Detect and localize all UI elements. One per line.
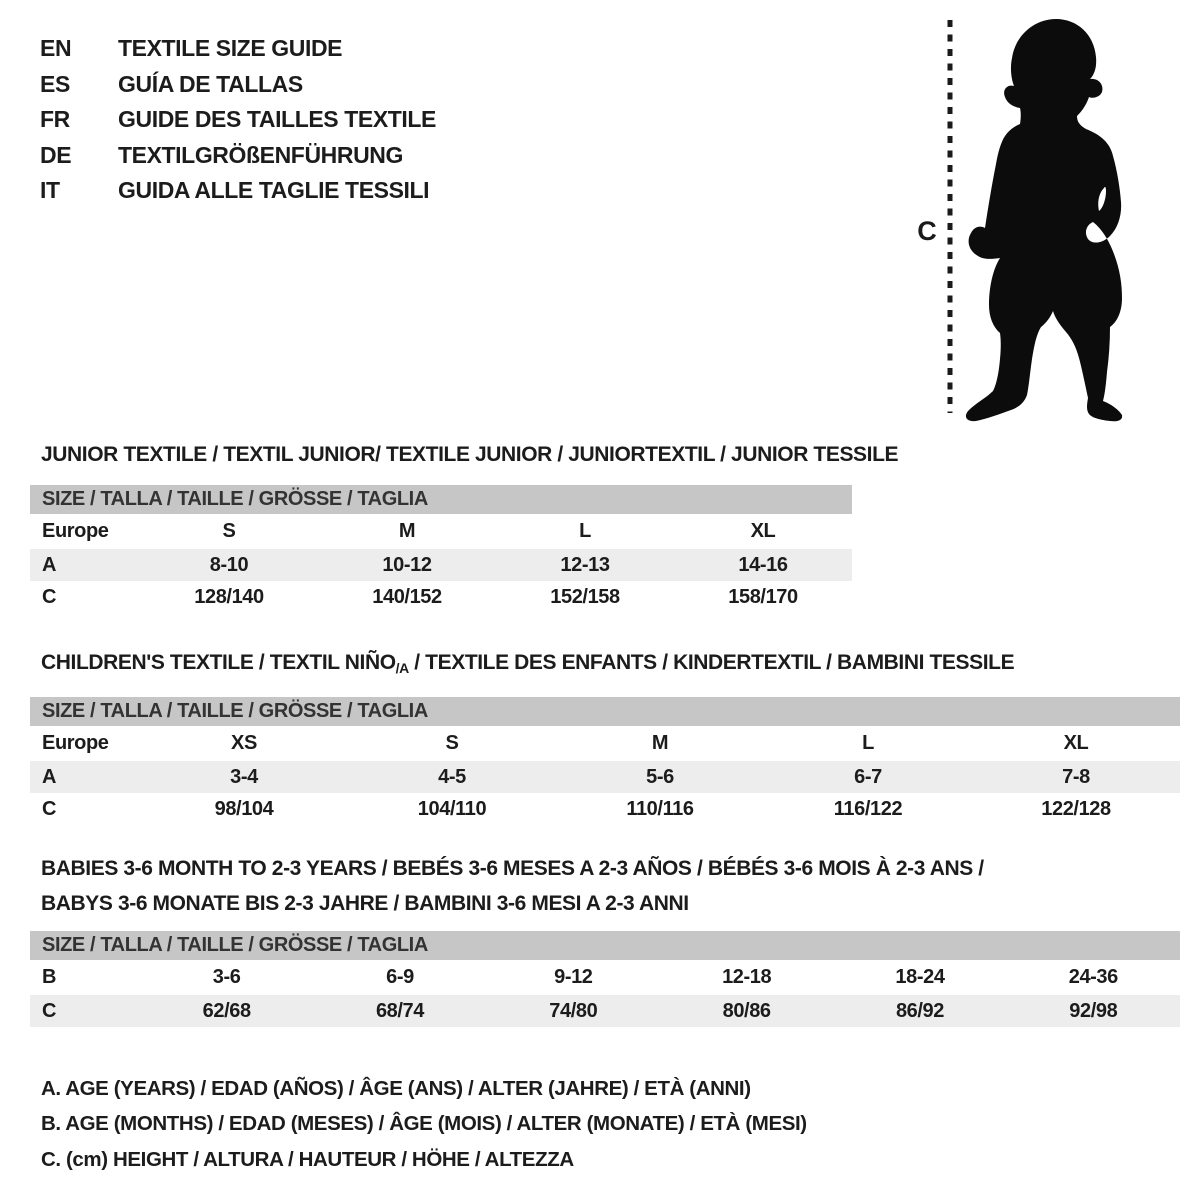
size-cell: 68/74 [375, 999, 425, 1022]
size-cell: 12-18 [722, 966, 772, 988]
size-header: SIZE / TALLA / TAILLE / GRÖSSE / TAGLIA [30, 485, 852, 514]
section-title [41, 851, 1180, 921]
size-cell: S [222, 520, 236, 542]
size-cell: L [579, 520, 591, 542]
size-cell: 14-16 [738, 553, 788, 576]
size-table [30, 514, 852, 613]
size-cell: 8-10 [209, 553, 249, 576]
guide-title: GUIDA ALLE TAGLIE TESSILI [118, 177, 430, 204]
guide-title: TEXTILE SIZE GUIDE [118, 35, 343, 62]
size-cell: 116/122 [833, 797, 903, 820]
language-code: IT [40, 177, 60, 204]
size-table [30, 960, 1180, 1027]
language-code: FR [40, 106, 70, 133]
language-code: EN [40, 35, 72, 62]
size-cell: M [398, 520, 416, 542]
section-title [41, 645, 1180, 686]
row-label: C [42, 585, 57, 608]
size-cell: 92/98 [1069, 999, 1118, 1022]
size-cell: 152/158 [550, 585, 620, 608]
legend-line: B. AGE (MONTHS) / EDAD (MESES) / ÂGE (MOIS) / ALTER (MONATE) / ETÀ (MESI) [41, 1112, 807, 1136]
section-title-line: CHILDREN'S TEXTILE / TEXTIL $NIÑO_{/A}$ / TEXTILE DES ENFANTS / KINDERTEXTIL / BAMBINI TESSILE [41, 651, 1015, 676]
language-row [40, 67, 436, 103]
language-code: ES [40, 70, 70, 97]
size-cell: 62/68 [202, 999, 251, 1022]
size-cell: 10-12 [382, 553, 432, 576]
row-label: C [42, 999, 57, 1022]
language-row [40, 138, 436, 174]
size-cell: 6-7 [854, 765, 882, 788]
size-cell: 5-6 [646, 765, 674, 788]
size-cell: XS [231, 732, 257, 754]
row-label: A [42, 553, 57, 576]
language-title-list [40, 31, 436, 209]
row-label: Europe [42, 520, 109, 542]
table-row [30, 761, 1180, 793]
table-row [30, 726, 1180, 761]
size-cell: 7-8 [1062, 765, 1090, 788]
size-cell: 12-13 [560, 553, 610, 576]
size-header: SIZE / TALLA / TAILLE / GRÖSSE / TAGLIA [30, 931, 1180, 960]
size-cell: 3-6 [212, 966, 241, 988]
size-cell: M [651, 732, 669, 754]
section-children [30, 645, 1180, 825]
size-cell: 110/116 [626, 797, 694, 820]
table-row [30, 995, 1180, 1027]
table-row [30, 960, 1180, 995]
section-junior [30, 437, 899, 613]
legend [41, 1071, 807, 1178]
table-row [30, 514, 852, 549]
size-cell: 122/128 [1041, 797, 1111, 820]
size-table [30, 726, 1180, 825]
section-title [41, 437, 899, 472]
row-label: C [42, 797, 57, 820]
size-cell: 140/152 [372, 585, 442, 608]
row-label: A [42, 765, 57, 788]
size-cell: 98/104 [214, 797, 274, 820]
size-cell: 6-9 [386, 966, 414, 988]
height-measure-label: C [917, 216, 937, 246]
size-cell: 24-36 [1068, 966, 1118, 988]
size-header: SIZE / TALLA / TAILLE / GRÖSSE / TAGLIA [30, 697, 1180, 726]
language-row [40, 31, 436, 67]
size-cell: S [445, 732, 459, 754]
size-cell: XL [750, 520, 776, 542]
table-row [30, 581, 852, 613]
size-cell: 18-24 [895, 966, 945, 988]
baby-height-figure [905, 12, 1145, 424]
legend-line: A. AGE (YEARS) / EDAD (AÑOS) / ÂGE (ANS) / ALTER (JAHRE) / ETÀ (ANNI) [41, 1076, 751, 1100]
language-row [40, 102, 436, 138]
row-label: Europe [42, 732, 109, 754]
size-cell: 4-5 [438, 765, 466, 788]
size-cell: L [862, 732, 874, 754]
guide-title: GUÍA DE TALLAS [118, 70, 303, 97]
size-cell: 104/110 [417, 797, 487, 820]
section-title-line: BABIES 3-6 MONTH TO 2-3 YEARS / BEBÉS 3-6 MESES A 2-3 AÑOS / BÉBÉS 3-6 MOIS À 2-3 ANS / [41, 857, 984, 880]
guide-title: TEXTILGRÖßENFÜHRUNG [118, 141, 403, 168]
table-row [30, 793, 1180, 825]
size-cell: 86/92 [895, 999, 944, 1022]
section-babies [30, 851, 1180, 1027]
language-row [40, 173, 436, 209]
baby-silhouette-icon [966, 19, 1122, 421]
language-code: DE [40, 141, 72, 168]
section-title-line: BABYS 3-6 MONATE BIS 2-3 JAHRE / BAMBINI 3-6 MESI A 2-3 ANNI [41, 892, 689, 915]
section-title-line: JUNIOR TEXTILE / TEXTIL JUNIOR/ TEXTILE JUNIOR / JUNIORTEXTIL / JUNIOR TESSILE [41, 443, 899, 466]
size-cell: 158/170 [728, 585, 798, 608]
legend-line: C. (cm) HEIGHT / ALTURA / HAUTEUR / HÖHE / ALTEZZA [41, 1147, 574, 1171]
size-cell: 80/86 [722, 999, 771, 1022]
size-cell: 9-12 [554, 966, 593, 988]
guide-title: GUIDE DES TAILLES TEXTILE [118, 106, 436, 133]
size-cell: 3-4 [230, 765, 258, 788]
size-cell: 74/80 [549, 999, 598, 1022]
size-cell: XL [1063, 732, 1089, 754]
table-row [30, 549, 852, 581]
size-cell: 128/140 [194, 585, 264, 608]
row-label: B [42, 966, 57, 988]
